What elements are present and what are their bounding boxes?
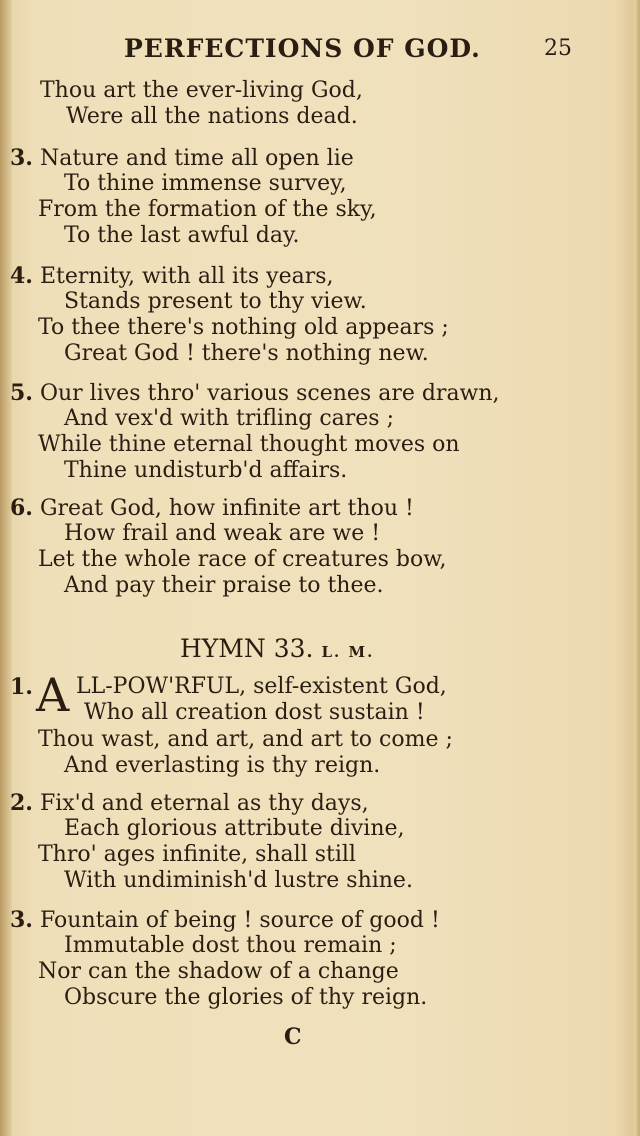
- page-edge: [634, 0, 640, 1136]
- drop-cap: A: [36, 668, 70, 722]
- verse-number: 3.: [10, 907, 33, 933]
- verse-line: To the last awful day.: [64, 223, 300, 248]
- verse-number: 3.: [10, 145, 33, 171]
- verse-line: Thro' ages infinite, shall still: [38, 842, 356, 867]
- hymn-meter: L. M.: [321, 643, 375, 661]
- verse-line: Who all creation dost sustain !: [84, 700, 425, 725]
- verse-line: Thine undisturb'd affairs.: [64, 458, 348, 483]
- verse-line: And vex'd with trifling cares ;: [64, 406, 394, 431]
- page-header: [0, 34, 640, 68]
- verse-line: 2. Fix'd and eternal as thy days,: [10, 790, 369, 816]
- verse-line: Thou art the ever-living God,: [40, 78, 363, 103]
- signature-mark: C: [284, 1024, 302, 1050]
- verse-line: 3. Fountain of being ! source of good !: [10, 907, 440, 933]
- verse-line: From the formation of the sky,: [38, 197, 377, 222]
- verse-line: How frail and weak are we !: [64, 521, 381, 546]
- verse-line: Let the whole race of creatures bow,: [38, 547, 447, 572]
- verse-line: Each glorious attribute divine,: [64, 816, 405, 841]
- verse-number: 6.: [10, 495, 33, 521]
- verse-line: Were all the nations dead.: [66, 104, 358, 129]
- verse-line: Nor can the shadow of a change: [38, 959, 399, 984]
- verse-number: 5.: [10, 380, 33, 406]
- verse-line: LL-POW'RFUL, self-existent God,: [76, 674, 447, 699]
- verse-line: With undiminish'd lustre shine.: [64, 868, 413, 893]
- page-number: 25: [544, 36, 572, 61]
- verse-number: 1.: [10, 674, 33, 700]
- verse-line: 3. Nature and time all open lie: [10, 145, 354, 171]
- verse-number: 2.: [10, 790, 33, 816]
- verse-number: 4.: [10, 263, 33, 289]
- verse-line: Great God ! there's nothing new.: [64, 341, 429, 366]
- verse-line: Obscure the glories of thy reign.: [64, 985, 428, 1010]
- running-head: PERFECTIONS OF GOD.: [124, 34, 481, 63]
- verse-line: And everlasting is thy reign.: [64, 753, 381, 778]
- verse-line: 4. Eternity, with all its years,: [10, 263, 334, 289]
- verse-line: And pay their praise to thee.: [64, 573, 384, 598]
- verse-line: Stands present to thy view.: [64, 289, 367, 314]
- verse-line: To thee there's nothing old appears ;: [38, 315, 449, 340]
- verse-line: 6. Great God, how infinite art thou !: [10, 495, 414, 521]
- verse-line: While thine eternal thought moves on: [38, 432, 460, 457]
- verse-line: 5. Our lives thro' various scenes are drawn,: [10, 380, 500, 406]
- verse-line: Immutable dost thou remain ;: [64, 933, 397, 958]
- verse-line: Thou wast, and art, and art to come ;: [38, 727, 453, 752]
- hymn-title: HYMN 33. L. M.: [180, 634, 375, 663]
- verse-line: To thine immense survey,: [64, 171, 347, 196]
